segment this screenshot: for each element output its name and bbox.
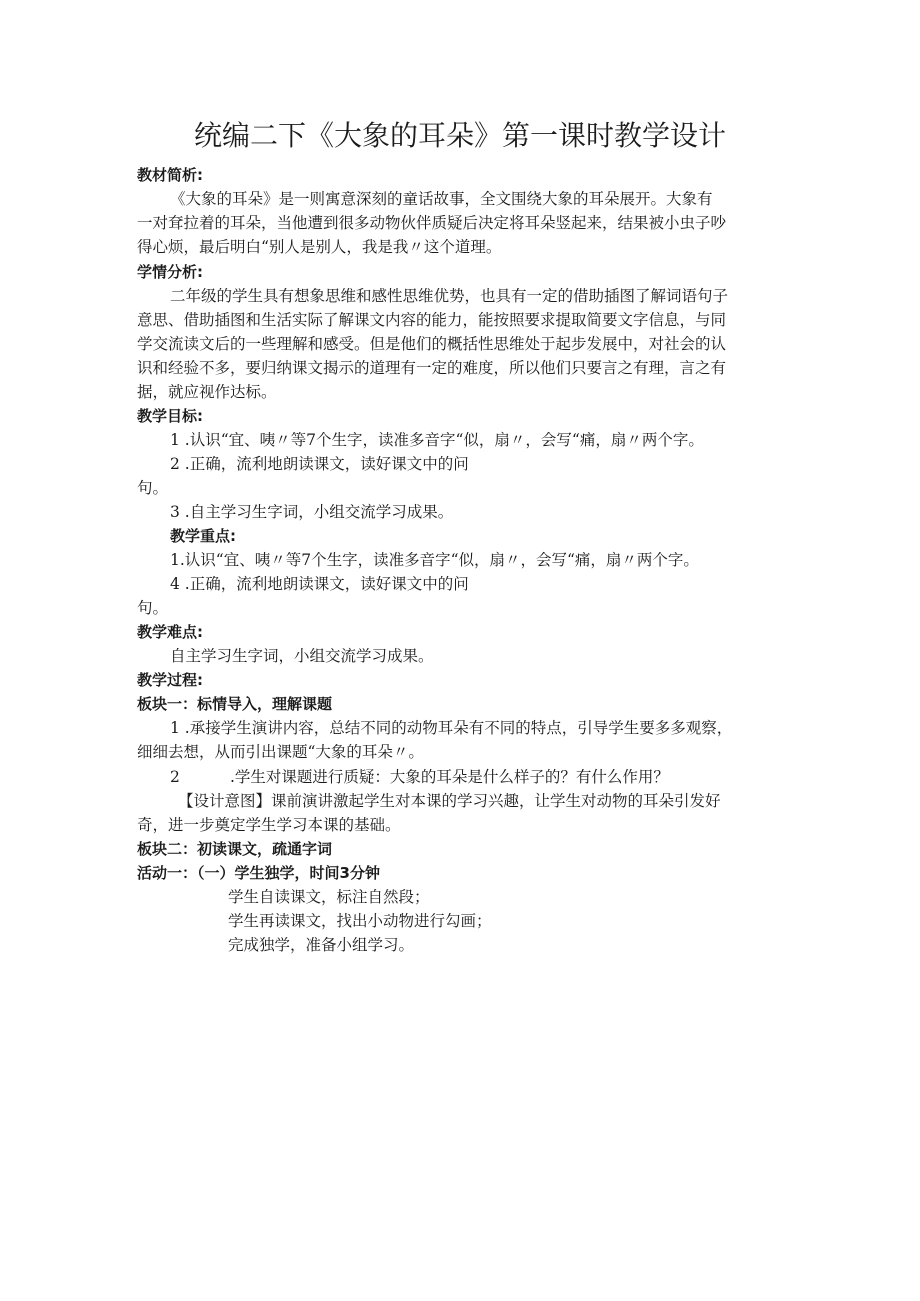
difficulty-text: 自主学习生字词，小组交流学习成果。: [170, 647, 434, 665]
block1-item-1-cont: 细细去想，从而引出课题“大象的耳朵〃。: [137, 743, 424, 761]
goals-heading: 教学目标:: [137, 407, 203, 425]
material-line: 《大象的耳朵》是一则寓意深刻的童话故事，全文围绕大象的耳朵展开。大象有: [170, 190, 713, 208]
design-intent-line: 奇，进一步奠定学生学习本课的基础。: [137, 816, 401, 834]
page-title: 统编二下《大象的耳朵》第一课时教学设计: [193, 119, 726, 152]
goal-item-2: 2 .正确，流利地朗读课文，读好课文中的问: [170, 455, 469, 473]
students-line: 二年级的学生具有想象思维和感性思维优势，也具有一定的借助插图了解词语句子: [170, 287, 729, 305]
students-line: 识和经验不多，要归纳课文揭示的道理有一定的难度，所以他们只要言之有理，言之有: [137, 359, 727, 377]
goal-item-1: 1 .认识“宜、咦〃等7个生字，读准多音字“似，扇〃，会写“痛，扇〃两个字。: [170, 431, 704, 449]
students-line: 意思、借助插图和生活实际了解课文内容的能力，能按照要求提取简要文字信息，与同: [137, 311, 727, 329]
activity-heading: 活动一：（一）学生独学，时间3分钟: [137, 864, 380, 882]
block1-item-1: 1 .承接学生演讲内容，总结不同的动物耳朵有不同的特点，引导学生要多多观察，: [170, 719, 733, 737]
students-line: 学交流读文后的一些理解和感受。但是他们的概括性思维处于起步发展中，对社会的认: [137, 335, 727, 353]
material-line: 一对耷拉着的耳朵，当他遭到很多动物伙伴质疑后决定将耳朵竖起来，结果被小虫子吵: [137, 214, 727, 232]
activity-step: 学生自读课文，标注自然段；: [228, 888, 430, 906]
key-points-heading: 教学重点:: [170, 527, 236, 545]
difficulty-heading: 教学难点:: [137, 623, 203, 641]
block1-item-2-text: .学生对课题进行质疑：大象的耳朵是什么样子的？有什么作用？: [230, 768, 669, 786]
block2-heading: 板块二：初读课文，疏通字词: [137, 840, 333, 858]
key-point-item-2: 4 .正确，流利地朗读课文，读好课文中的问: [170, 575, 469, 593]
goal-item-3: 3 .自主学习生字词，小组交流学习成果。: [170, 503, 454, 521]
block1-item-2-number: 2: [170, 768, 180, 786]
key-point-item-1: 1.认识“宜、咦〃等7个生字，读准多音字“似，扇〃，会写“痛，扇〃两个字。: [170, 551, 699, 569]
key-point-item-2-cont: 句。: [137, 599, 169, 617]
goal-item-2-cont: 句。: [137, 479, 169, 497]
activity-step: 完成独学，准备小组学习。: [228, 936, 415, 954]
material-heading: 教材简析:: [137, 166, 203, 184]
design-intent-line: 【设计意图】课前演讲激起学生对本课的学习兴趣，让学生对动物的耳朵引发好: [178, 792, 721, 810]
students-heading: 学情分析:: [137, 263, 203, 281]
activity-step: 学生再读课文，找出小动物进行勾画；: [228, 912, 492, 930]
block1-heading: 板块一：标情导入，理解课题: [137, 695, 333, 713]
material-line: 得心烦，最后明白“别人是别人，我是我〃这个道理。: [137, 238, 502, 256]
students-line: 据，就应视作达标。: [137, 383, 277, 401]
process-heading: 教学过程:: [137, 671, 203, 689]
